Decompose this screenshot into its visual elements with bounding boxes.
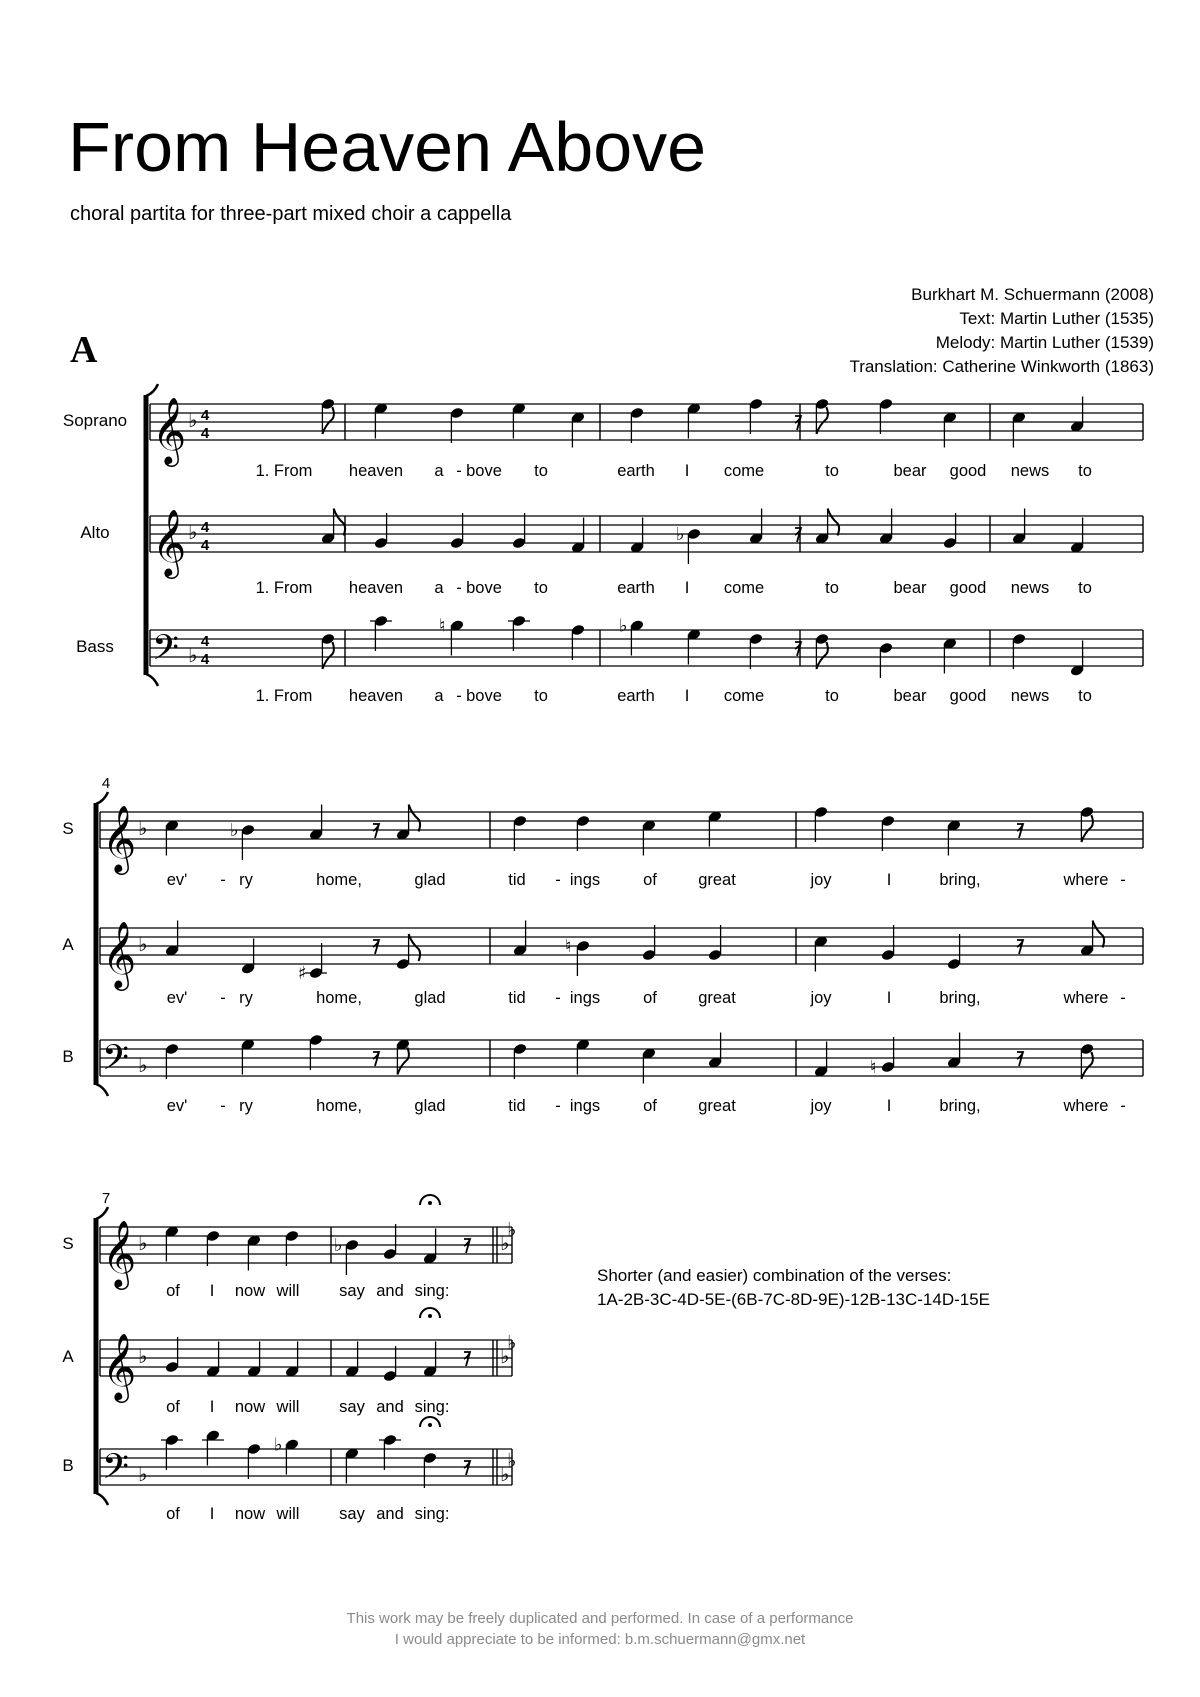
composer-credit: Burkhart M. Schuermann (2008) <box>911 285 1154 304</box>
time-signature: 4 <box>200 425 210 442</box>
eighth-flag <box>828 509 840 536</box>
measure-number: 7 <box>101 1190 111 1207</box>
lyric-syllable: to <box>1078 579 1092 597</box>
eighth-flag <box>334 509 346 536</box>
part-label-bass: Bass <box>76 637 114 656</box>
lyric-syllable: to <box>534 687 548 705</box>
flat-key-signature: ♭ <box>138 1344 148 1368</box>
flat-key-signature: ♭ <box>138 1053 148 1077</box>
lyric-syllable: come <box>723 687 765 705</box>
lyric-syllable: earth <box>617 579 655 597</box>
part-label-alto: A <box>62 1347 74 1366</box>
lyric-syllable: 1. From <box>255 462 313 480</box>
lyric-syllable: to <box>825 462 839 480</box>
lyric-syllable: tid <box>508 989 526 1007</box>
verse-note-line-1: Shorter (and easier) combination of the verses: <box>597 1266 952 1285</box>
lyric-syllable: ings <box>569 871 601 889</box>
eighth-flag <box>816 407 828 434</box>
lyric-syllable: sing: <box>414 1505 450 1523</box>
flat-key-signature: ♭ <box>500 1344 510 1368</box>
treble-clef: 𝄞 <box>152 396 187 464</box>
lyric-syllable: bring, <box>939 989 981 1007</box>
lyric-syllable: glad <box>414 989 446 1007</box>
lyric-syllable: joy <box>810 989 832 1007</box>
lyric-syllable: now <box>234 1505 266 1523</box>
lyric-syllable: heaven <box>348 579 404 597</box>
lyric-syllable: bove <box>466 687 502 705</box>
flat-key-signature: ♭ <box>138 1462 148 1486</box>
eighth-rest <box>1017 1052 1023 1066</box>
time-signature: 4 <box>200 651 210 668</box>
lyric-syllable: - <box>555 989 561 1007</box>
natural-accidental: ♮ <box>439 615 446 637</box>
measure-number: 4 <box>101 775 111 792</box>
lyric-syllable: tid <box>508 1097 526 1115</box>
lyric-syllable: great <box>698 871 736 889</box>
lyric-syllable: sing: <box>414 1282 450 1300</box>
flat-key-signature: ♭ <box>138 932 148 956</box>
flat-key-signature: ♭ <box>188 408 198 432</box>
lyric-syllable: glad <box>414 871 446 889</box>
lyric-syllable: bring, <box>939 871 981 889</box>
flat-key-signature: ♭ <box>500 1462 510 1486</box>
part-label-soprano: Soprano <box>62 411 128 430</box>
treble-clef: 𝄞 <box>102 1332 137 1400</box>
lyric-syllable: say <box>339 1282 365 1300</box>
lyric-syllable: good <box>949 687 987 705</box>
footer-license <box>0 1608 1200 1650</box>
eighth-rest <box>1017 824 1023 838</box>
lyric-syllable: - <box>1120 989 1126 1007</box>
treble-clef: 𝄞 <box>102 920 137 988</box>
lyric-syllable: I <box>886 1097 892 1115</box>
lyric-syllable: where <box>1063 989 1109 1007</box>
lyric-syllable: news <box>1010 687 1050 705</box>
natural-accidental: ♮ <box>870 1057 877 1078</box>
lyric-syllable: great <box>698 1097 736 1115</box>
eighth-flag <box>1093 921 1105 948</box>
eighth-rest <box>1017 940 1023 954</box>
eighth-rest <box>373 940 379 954</box>
flat-accidental: ♭ <box>230 820 239 841</box>
lyric-syllable: now <box>234 1282 266 1300</box>
lyric-syllable: and <box>376 1282 404 1300</box>
lyric-syllable: bring, <box>939 1097 981 1115</box>
treble-clef: 𝄞 <box>102 1219 137 1287</box>
eighth-rest <box>464 1461 470 1475</box>
flat-key-signature: ♭ <box>507 1448 517 1473</box>
flat-key-signature: ♭ <box>507 1330 517 1355</box>
flat-accidental: ♭ <box>334 1235 343 1256</box>
lyric-syllable: joy <box>810 871 832 889</box>
lyric-syllable: where <box>1063 1097 1109 1115</box>
flat-key-signature: ♭ <box>138 1231 148 1255</box>
lyric-syllable: - <box>555 1097 561 1115</box>
flat-accidental: ♭ <box>619 615 628 637</box>
flat-key-signature: ♭ <box>188 643 198 667</box>
lyric-syllable: I <box>209 1505 215 1523</box>
flat-key-signature: ♭ <box>138 816 148 840</box>
lyric-syllable: - <box>1120 1097 1126 1115</box>
eighth-rest <box>373 1052 379 1066</box>
lyric-syllable: to <box>534 579 548 597</box>
eighth-rest <box>464 1239 470 1253</box>
lyric-syllable: news <box>1010 462 1050 480</box>
lyric-syllable: I <box>886 871 892 889</box>
lyric-syllable: I <box>684 462 690 480</box>
lyric-syllable: of <box>166 1282 180 1300</box>
lyric-syllable: - <box>220 989 226 1007</box>
lyric-syllable: of <box>166 1505 180 1523</box>
bass-clef: 𝄢 <box>102 1446 130 1495</box>
eighth-flag <box>816 642 828 669</box>
lyric-syllable: will <box>276 1398 300 1416</box>
melody-credit: Melody: Martin Luther (1539) <box>935 333 1154 352</box>
eighth-flag <box>1081 1052 1093 1079</box>
lyric-syllable: home, <box>316 1097 362 1115</box>
flat-key-signature: ♭ <box>507 1217 517 1242</box>
eighth-flag <box>322 642 334 669</box>
lyric-syllable: ev' <box>166 1097 188 1115</box>
natural-accidental: ♮ <box>565 936 572 957</box>
treble-clef: 𝄞 <box>102 804 137 872</box>
lyric-syllable: of <box>643 1097 657 1115</box>
fermata-dot <box>428 1423 432 1427</box>
lyric-syllable: glad <box>414 1097 446 1115</box>
footer-line-2: I would appreciate to be informed: b.m.schuermann@gmx.net <box>394 1631 806 1648</box>
lyric-syllable: - <box>456 687 462 705</box>
lyric-syllable: - <box>555 871 561 889</box>
footer-line-1: This work may be freely duplicated and performed. In case of a performance <box>346 1610 854 1627</box>
lyric-syllable: a <box>434 687 444 705</box>
lyric-syllable: good <box>949 462 987 480</box>
lyric-syllable: to <box>1078 687 1092 705</box>
eighth-rest <box>373 824 379 838</box>
lyric-syllable: 1. From <box>255 687 313 705</box>
time-signature: 4 <box>200 537 210 554</box>
lyric-syllable: and <box>376 1505 404 1523</box>
lyric-syllable: of <box>643 989 657 1007</box>
lyric-syllable: ev' <box>166 871 188 889</box>
lyric-syllable: I <box>684 687 690 705</box>
lyric-syllable: sing: <box>414 1398 450 1416</box>
lyric-syllable: heaven <box>348 462 404 480</box>
part-label-alto: Alto <box>80 523 110 542</box>
eighth-rest <box>464 1352 470 1366</box>
lyric-syllable: say <box>339 1505 365 1523</box>
lyric-syllable: to <box>534 462 548 480</box>
page-title: From Heaven Above <box>68 108 707 186</box>
lyric-syllable: heaven <box>348 687 404 705</box>
lyric-syllable: ry <box>239 1097 253 1115</box>
lyric-syllable: - <box>456 462 462 480</box>
verse-combination-note <box>597 1264 990 1312</box>
lyric-syllable: great <box>698 989 736 1007</box>
fermata-dot <box>428 1201 432 1205</box>
lyric-syllable: bear <box>893 579 927 597</box>
rehearsal-mark: A <box>70 329 98 371</box>
lyric-syllable: I <box>209 1282 215 1300</box>
lyric-syllable: now <box>234 1398 266 1416</box>
eighth-flag <box>1081 815 1093 842</box>
lyric-syllable: - <box>1120 871 1126 889</box>
translation-credit: Translation: Catherine Winkworth (1863) <box>849 357 1154 376</box>
lyric-syllable: ev' <box>166 989 188 1007</box>
time-signature: 4 <box>200 633 210 650</box>
lyric-syllable: home, <box>316 989 362 1007</box>
lyric-syllable: come <box>723 579 765 597</box>
lyric-syllable: bove <box>466 462 502 480</box>
lyric-syllable: a <box>434 462 444 480</box>
lyric-syllable: - <box>456 579 462 597</box>
lyric-syllable: home, <box>316 871 362 889</box>
eighth-flag <box>409 805 421 832</box>
part-label-soprano: S <box>62 819 74 838</box>
lyric-syllable: I <box>886 989 892 1007</box>
page-subtitle: choral partita for three-part mixed choir a cappella <box>70 203 512 225</box>
lyric-syllable: ry <box>239 871 253 889</box>
verse-note-line-2: 1A-2B-3C-4D-5E-(6B-7C-8D-9E)-12B-13C-14D-15E <box>597 1290 991 1309</box>
lyric-syllable: earth <box>617 462 655 480</box>
text-credit: Text: Martin Luther (1535) <box>959 309 1154 328</box>
part-label-bass: B <box>62 1047 74 1066</box>
lyric-syllable: of <box>166 1398 180 1416</box>
lyric-syllable: tid <box>508 871 526 889</box>
flat-accidental: ♭ <box>274 1434 283 1456</box>
lyric-syllable: joy <box>810 1097 832 1115</box>
lyric-syllable: to <box>825 687 839 705</box>
lyric-syllable: news <box>1010 579 1050 597</box>
fermata-dot <box>428 1314 432 1318</box>
eighth-flag <box>409 934 421 961</box>
lyric-syllable: - <box>220 1097 226 1115</box>
eighth-flag <box>322 407 334 434</box>
bass-clef: 𝄢 <box>102 1037 130 1086</box>
lyric-syllable: I <box>684 579 690 597</box>
lyric-syllable: good <box>949 579 987 597</box>
flat-accidental: ♭ <box>676 524 685 545</box>
lyric-syllable: earth <box>617 687 655 705</box>
lyric-syllable: bear <box>893 462 927 480</box>
part-label-alto: A <box>62 935 74 954</box>
time-signature: 4 <box>200 407 210 424</box>
bass-clef: 𝄢 <box>152 627 180 676</box>
lyric-syllable: come <box>723 462 765 480</box>
lyric-syllable: to <box>825 579 839 597</box>
lyric-syllable: say <box>339 1398 365 1416</box>
part-label-soprano: S <box>62 1234 74 1253</box>
lyric-syllable: ry <box>239 989 253 1007</box>
sharp-accidental: ♯ <box>298 963 307 984</box>
lyric-syllable: and <box>376 1398 404 1416</box>
treble-clef: 𝄞 <box>152 508 187 576</box>
lyric-syllable: 1. From <box>255 579 313 597</box>
lyric-syllable: a <box>434 579 444 597</box>
lyric-syllable: to <box>1078 462 1092 480</box>
lyric-syllable: ings <box>569 989 601 1007</box>
lyric-syllable: will <box>276 1505 300 1523</box>
lyric-syllable: ings <box>569 1097 601 1115</box>
lyric-syllable: where <box>1063 871 1109 889</box>
flat-key-signature: ♭ <box>500 1231 510 1255</box>
lyric-syllable: of <box>643 871 657 889</box>
lyric-syllable: I <box>209 1398 215 1416</box>
lyric-syllable: bear <box>893 687 927 705</box>
part-label-bass: B <box>62 1456 74 1475</box>
eighth-flag <box>397 1048 409 1075</box>
lyric-syllable: bove <box>466 579 502 597</box>
lyric-syllable: will <box>276 1282 300 1300</box>
time-signature: 4 <box>200 519 210 536</box>
lyric-syllable: - <box>220 871 226 889</box>
flat-key-signature: ♭ <box>188 520 198 544</box>
